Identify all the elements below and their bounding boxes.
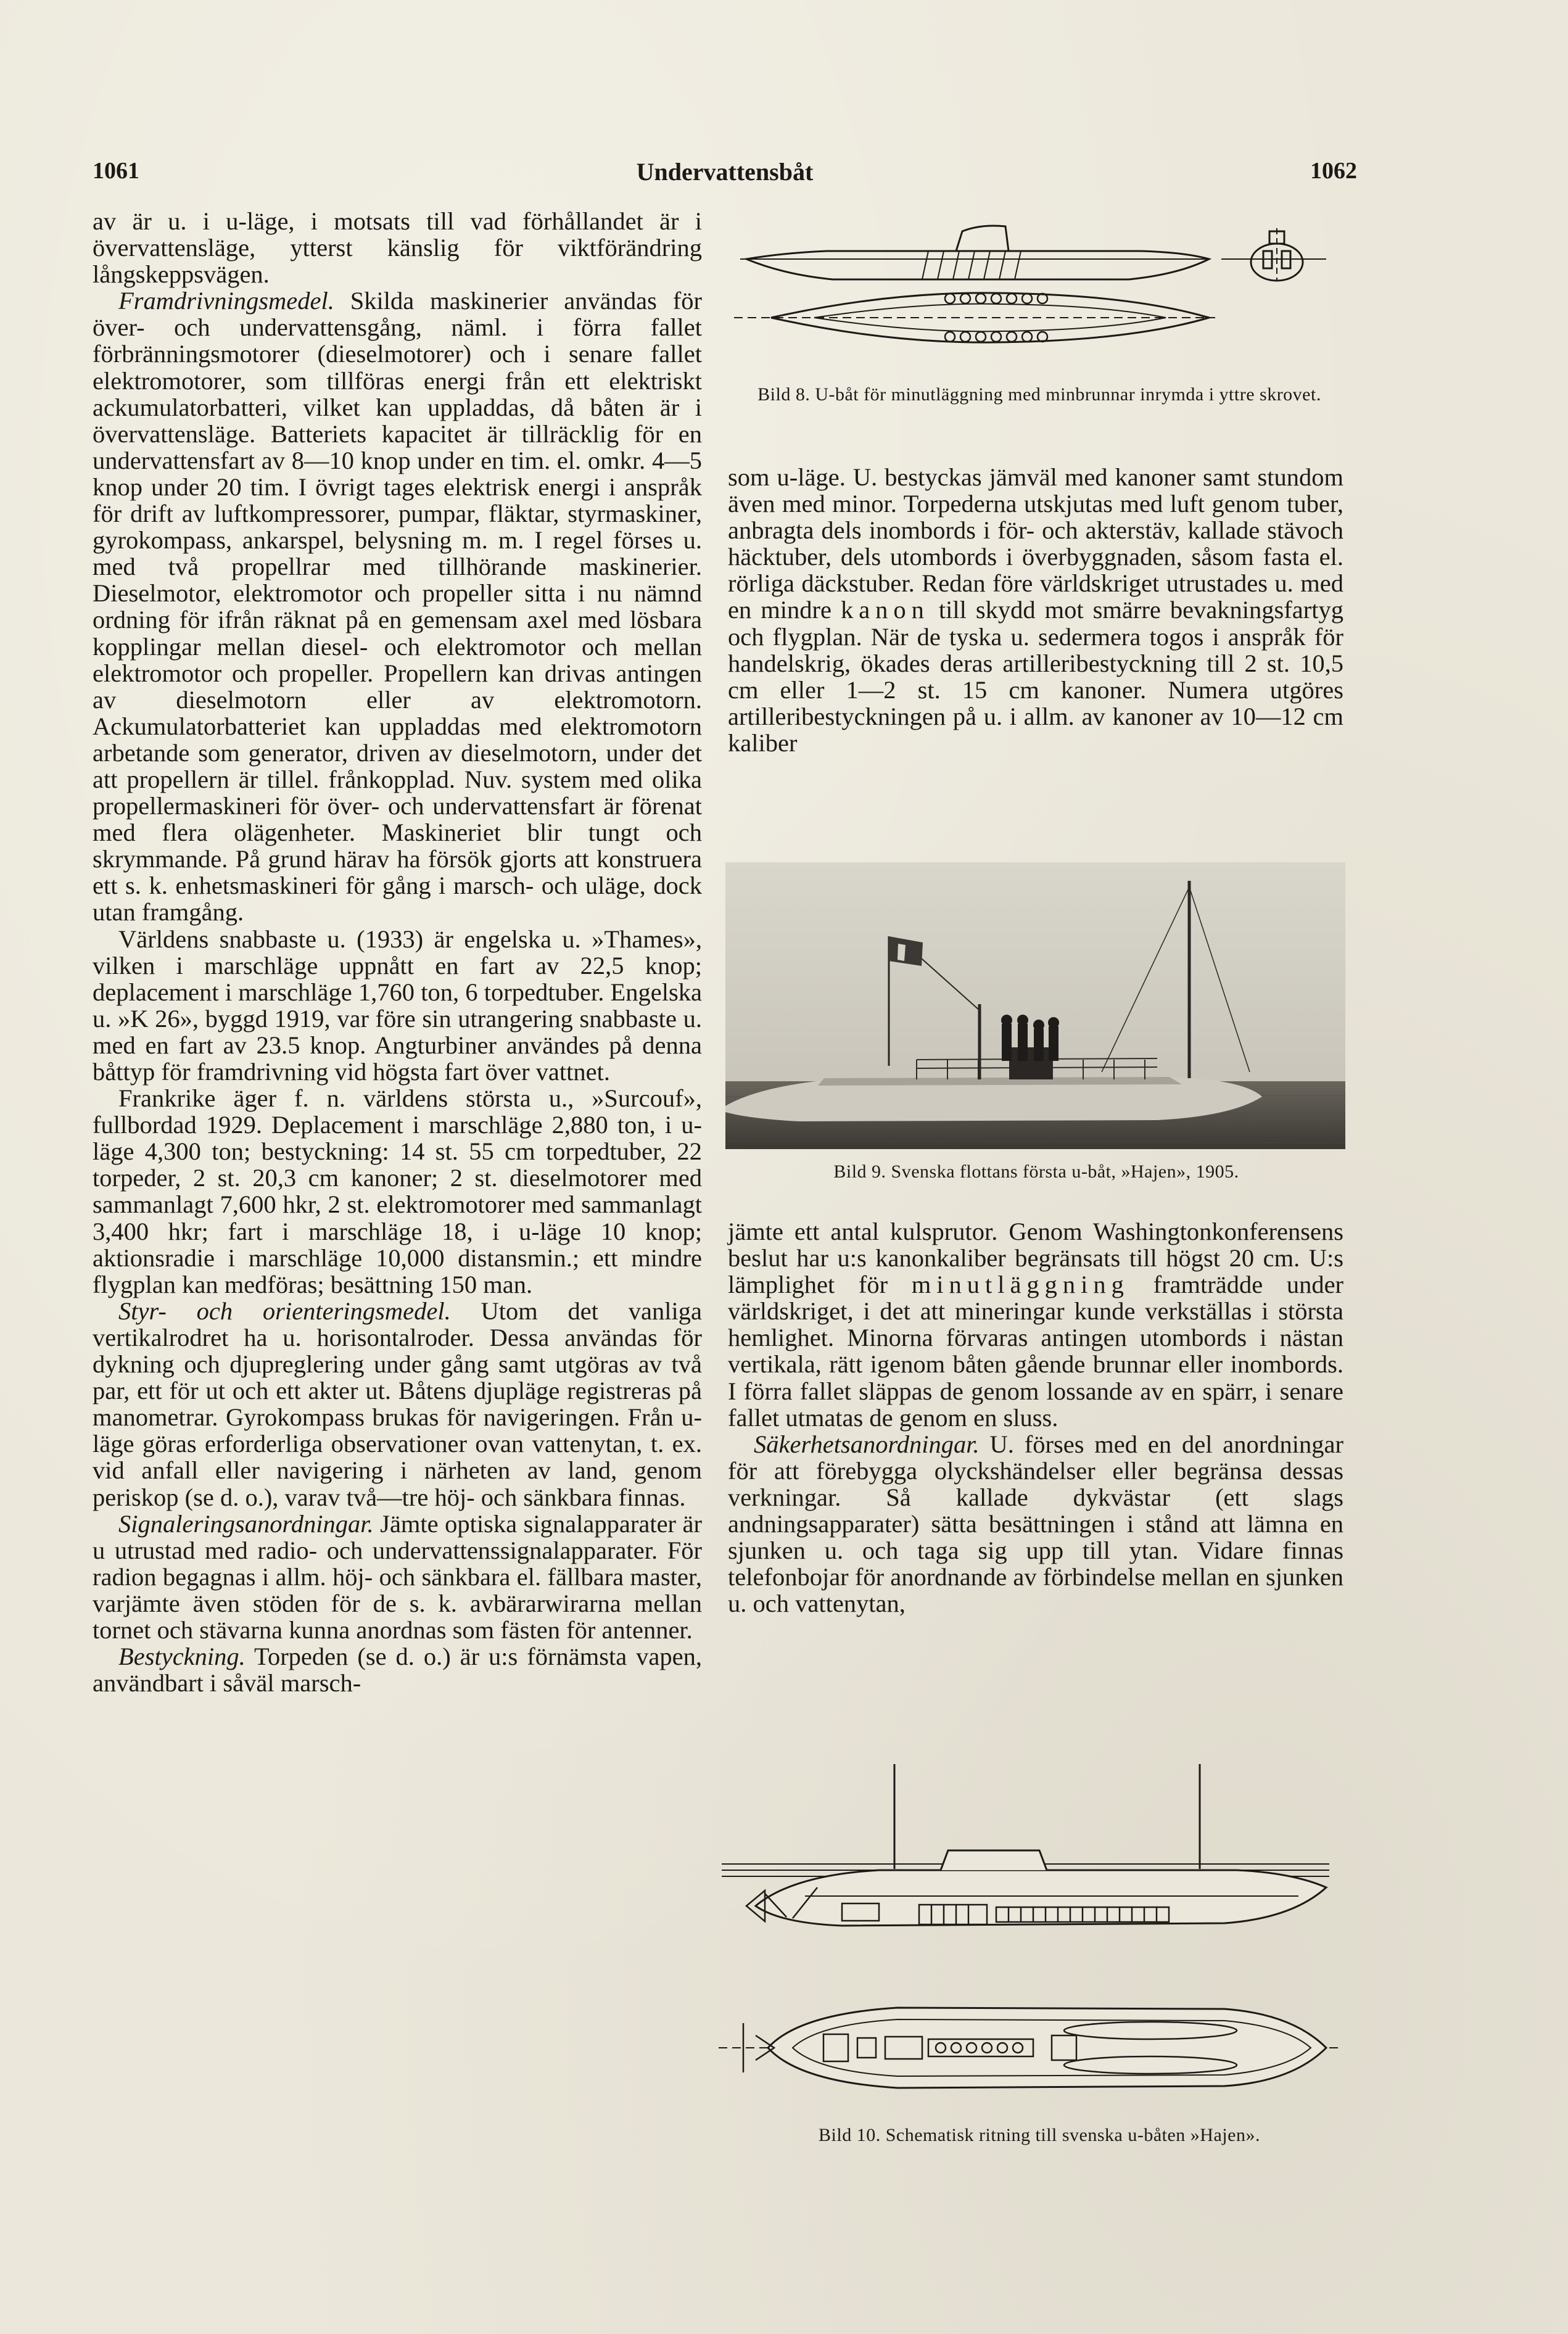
right-column-top	[728, 464, 1343, 756]
section-heading: Säkerhetsanordningar.	[754, 1430, 980, 1458]
page-number-right: 1062	[1310, 158, 1357, 184]
paragraph-framdrivningsmedel: Framdrivningsmedel. Skilda maskinerier användas för över- och undervattensgång, näml. i förra fallet förbränningsmotorer (dieselmotorer) och i senare fallet elektromotorer, som tillföras energi från ett elektriskt ackumulatorbatteri, vilket kan uppladdas, då båten är i övervattensläge. Batteriets kapacitet är tillräcklig för en undervattensfart av 8—10 knop under en tim. el. omkr. 4—5 knop under 20 tim. I övrigt tages elektrisk energi i anspråk för drift av luftkompressorer, pumpar, fläktar, styrmaskiner, gyrokompass, ankarspel, belysning m. m. I regel förses u. med två propellrar med tillhörande maskinerier. Dieselmotor, elektromotor och propeller sitta i nu nämnd ordning för ifrån räknat på en gemensam axel med lösbara kopplingar mellan diesel- och elektromotor och mellan elektromotor och propeller. Propellern kan drivas antingen av dieselmotorn eller av elektromotorn. Ackumulatorbatteriet kan uppladdas med elektromotorn arbetande som generator, driven av dieselmotorn, under det att propellern är tillel. frånkopplad. Nuv. system med olika propellermaskineri för över- och undervattensfart är förenat med flera olägenheter. Maskineriet blir tungt och skrymmande. På grund härav ha försök gjorts att konstruera ett s. k. enhetsmaskineri för gång i marsch- och uläge, dock utan framgång.	[93, 287, 703, 926]
left-column	[93, 208, 702, 1696]
paragraph-sakerhet: Säkerhetsanordningar. U. förses med en del anordningar för att förebygga olyckshändelser eller begränsa dessas verkningar. Så kallade dykvästar (ett slags andningsapparater) sätta besättningen i stånd att lämna en sjunken u. och taga sig upp till ytan. Vidare finnas telefonbojar för anordnande av förbindelse mellan en sjunken u. och vattenytan,	[728, 1430, 1343, 1618]
figure-8-drawing	[734, 213, 1345, 386]
spaced-word: kanon	[840, 596, 930, 624]
section-heading: Signaleringsanordningar.	[118, 1509, 374, 1538]
figure-10-caption: Bild 10. Schematisk ritning till svenska u-båten »Hajen».	[819, 2125, 1260, 2145]
figure-8-caption: Bild 8. U-båt för minutläggning med minbrunnar inrymda i yttre skrovet.	[757, 384, 1321, 405]
page-number-left: 1061	[93, 158, 139, 184]
paragraph-signalering: Signaleringsanordningar. Jämte optiska signalapparater är u utrustad med radio- och undervattenssignalapparater. För radion begagnas i allm. höj- och sänkbara el. fällbara master, varjämte även stöden för de s. k. avbärarwirarna mellan tornet och stävarna kunna anordnas som fästen för antenner.	[93, 1509, 703, 1644]
submarine-minelayer-diagram	[734, 213, 1345, 386]
hajen-schematic	[719, 1764, 1345, 2109]
right-column-middle	[728, 1218, 1343, 1617]
paragraph-intro: av är u. i u-läge, i motsats till vad förhållandet är i övervattensläge, ytterst känslig för viktförändring långskeppsvägen.	[93, 207, 702, 289]
paragraph-bestyckning: Bestyckning. Torpeden (se d. o.) är u:s förnämsta vapen, användbart i såväl marsch-	[93, 1643, 702, 1697]
running-header	[93, 157, 1357, 194]
paragraph-surcouf: Frankrike äger f. n. världens största u., »Surcouf», fullbordad 1929. Deplacement i marschläge 2,880 ton, i u-läge 4,300 ton; bestyckning: 14 st. 55 cm torpedtuber, 22 torpeder, 2 st. 20,3 cm kanoner; 2 st. dieselmotorer med sammanlagt 7,600 hkr, 2 st. elektromotorer med sammanlagt 3,400 hkr; fart i marschläge 18, i u-läge 10 knop; aktionsradie i marschläge 10,000 distansmin.; ett mindre flygplan kan medföras; besättning 150 man.	[93, 1084, 702, 1298]
figure-9-caption: Bild 9. Svenska flottans första u-båt, »Hajen», 1905.	[833, 1161, 1239, 1182]
section-heading: Bestyckning.	[118, 1643, 246, 1671]
paragraph-styrmedel: Styr- och orienteringsmedel. Utom det vanliga vertikalrodret ha u. horisontalroder. Dessa användas för dykning och djupreglering under gång samt utgöras av två par, ett för ut och ett akter ut. Båtens djupläge registreras på manometrar. Gyrokompass brukas för navigeringen. Från u-läge göras erforderliga observationer ovan vattenytan, t. ex. vid anfall eller navigering i närheten av land, genom periskop (se d. o.), varav två—tre höj- och sänkbara finnas.	[93, 1297, 703, 1511]
figure-10-drawing	[719, 1764, 1345, 2109]
spaced-word: minutläggning	[911, 1271, 1129, 1299]
paragraph-armament: som u-läge. U. bestyckas jämväl med kanoner samt stundom även med minor. Torpederna utskjutas med luft genom tuber, anbragta dels inombords i för- och akterstäv, kallade stävoch häcktuber, dels utombords i överbyggnaden, såsom fasta el. rörliga däckstuber. Redan före världskriget utrustades u. med en mindre kanon till skydd mot smärre bevakningsfartyg och flygplan. När de tyska u. sedermera togos i anspråk för handelskrig, ökades deras artilleribestyckning till 2 st. 10,5 cm eller 1—2 st. 15 cm kanoner. Numera utgöres artilleribestyckningen på u. i allm. av kanoner av 10—12 cm kaliber	[728, 463, 1344, 757]
figure-9-photo	[725, 862, 1345, 1149]
paragraph-fastest-submarines: Världens snabbaste u. (1933) är engelska u. »Thames», vilken i marschläge uppnått en fart av 22,5 knop; deplacement i marschläge 1,760 ton, 6 torpedtuber. Engelska u. »K 26», byggd 1919, var före sin utrangering snabbaste u. med en fart av 23.5 knop. Angturbiner användes på denna båttyp för framdrivning vid högsta fart över vattnet.	[93, 925, 702, 1086]
section-heading: Framdrivningsmedel.	[118, 287, 334, 315]
paragraph-minelaying: jämte ett antal kulsprutor. Genom Washingtonkonferensens beslut har u:s kanonkaliber begränsats till högst 20 cm. U:s lämplighet för minutläggning framträdde under världskriget, i det att mineringar kunde verkställas i största hemlighet. Minorna förvaras antingen utombords i nästan vertikala, rätt igenom båten gående brunnar eller inombords. I förra fallet släppas de genom lossande av en spärr, i senare fallet utmatas de genom en sluss.	[728, 1218, 1344, 1432]
hajen-photograph	[725, 862, 1345, 1149]
page-title: Undervattensbåt	[636, 158, 814, 186]
section-heading: Styr- och orienteringsmedel.	[118, 1297, 451, 1325]
